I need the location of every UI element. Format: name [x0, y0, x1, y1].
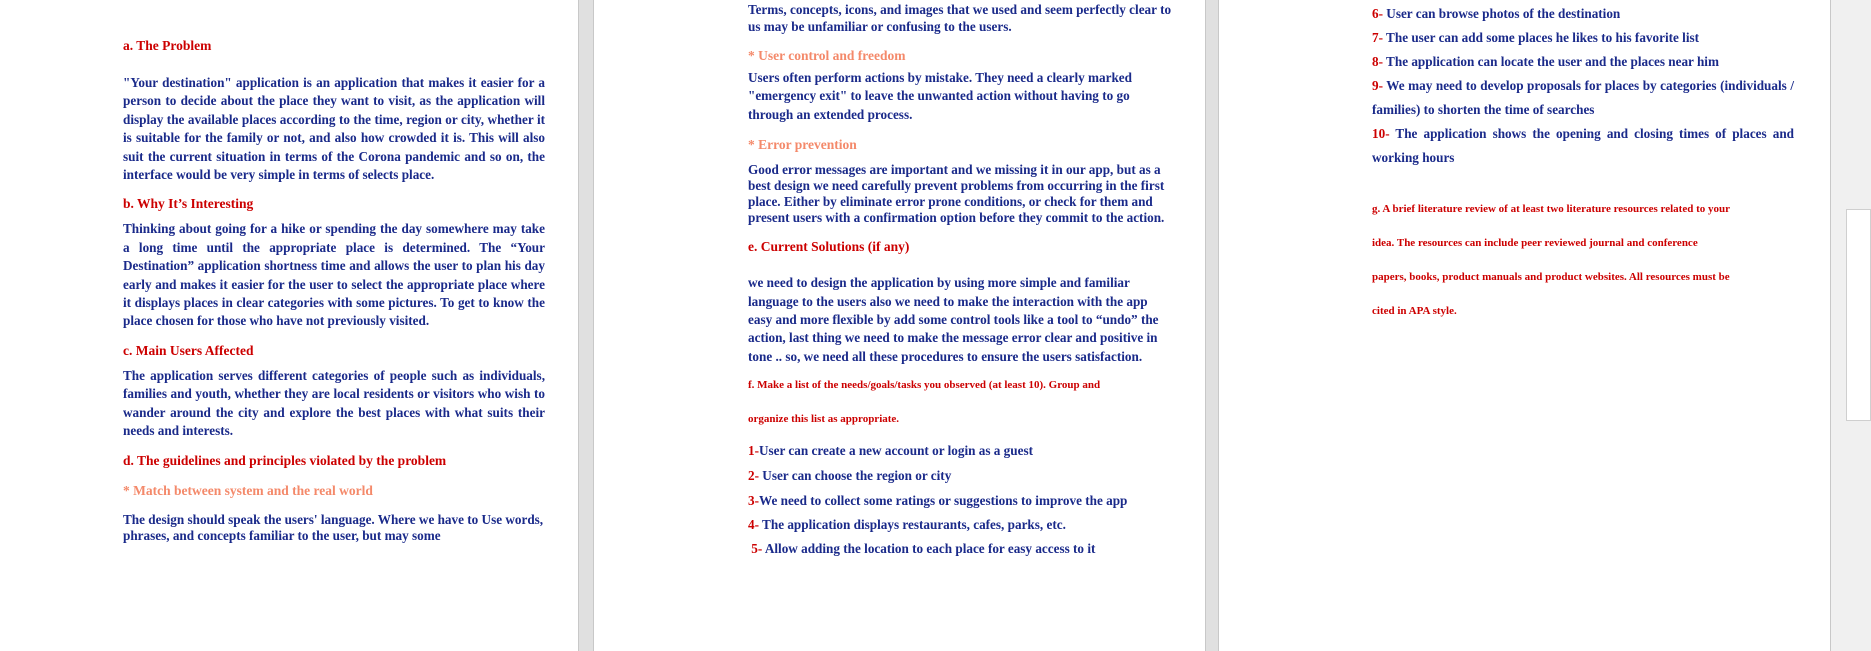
list-item: 10- The application shows the opening and closing times of places and working hours: [1372, 126, 1794, 165]
needs-list-part-1: [748, 442, 1172, 558]
section-a-body: "Your destination" application is an application that makes it easier for a person to decide about the place they want to visit, as the application will display the available places according to the time, region or city, whether it is suitable for the family or not, and also how crowded it is. This will also suit the current situation in terms of the Corona pandemic and so on, the interface would be very simple in terms of selects place.: [123, 75, 545, 183]
page-3-content: [1372, 2, 1794, 328]
list-item: 9- We may need to develop proposals for places by categories (individuals / families) to shorten the time of searches: [1372, 78, 1794, 117]
list-item: 8- The application can locate the user and the places near him: [1372, 54, 1719, 69]
document-page-3: [1219, 0, 1830, 651]
document-page-2: [594, 0, 1205, 651]
principle-match-body: The design should speak the users' language. Where we have to Use words, phrases, and concepts familiar to the user, but may some: [123, 511, 544, 543]
section-g-heading-line-4: cited in APA style.: [1372, 305, 1457, 317]
principle-control-heading: * User control and freedom: [748, 48, 906, 63]
section-f-heading-line-2: organize this list as appropriate.: [748, 413, 900, 426]
scrollbar-thumb[interactable]: [1846, 209, 1871, 421]
principle-error-heading: * Error prevention: [748, 137, 857, 153]
needs-list-part-2: [1372, 2, 1794, 170]
principle-error-body: Good error messages are important and we missing it in our app, but as a best design we need carefully prevent problems from occurring in the first place. Either by eliminate error prone conditions, or check for them and present users with a confirmation option before they commit to the action.: [748, 162, 1165, 226]
list-item: 5- Allow adding the location to each place for easy access to it: [748, 541, 1096, 557]
document-page-1: [0, 0, 578, 651]
section-g-heading-line-2: idea. The resources can include peer reviewed journal and conference: [1372, 237, 1698, 249]
section-c-heading: c. Main Users Affected: [123, 342, 254, 358]
page-gap: [578, 0, 594, 651]
list-item: 3-We need to collect some ratings or suggestions to improve the app: [748, 493, 1128, 509]
section-b-body: Thinking about going for a hike or spending the day somewhere may take a long time until the appropriate place is determined. The “Your Destination” application shortness time and allows the user to plan his day early and makes it easier for the user to select the appropriate place where it displays places in clear categories with some pictures. To get to know the place chosen for those who have not previously visited.: [123, 221, 545, 329]
list-item: 4- The application displays restaurants, cafes, parks, etc.: [748, 517, 1066, 533]
page-gap: [1205, 0, 1219, 651]
section-a-heading: a. The Problem: [123, 38, 212, 53]
section-e-heading: e. Current Solutions (if any): [748, 239, 910, 255]
section-g-heading-line-1: g. A brief literature review of at least two literature resources related to your: [1372, 203, 1731, 215]
list-item: 2- User can choose the region or city: [748, 468, 952, 484]
principle-match-heading: * Match between system and the real world: [123, 482, 373, 498]
list-item: 6- User can browse photos of the destination: [1372, 6, 1621, 21]
list-item: 7- The user can add some places he likes to his favorite list: [1372, 30, 1700, 45]
section-g-heading-line-3: papers, books, product manuals and product websites. All resources must be: [1372, 271, 1730, 283]
section-c-body: The application serves different categories of people such as individuals, families and youth, whether they are local residents or visitors who wish to wander around the city and explore the best places with what suits their needs and interests.: [123, 367, 545, 439]
principle-control-body: Users often perform actions by mistake. They need a clearly marked "emergency exit" to leave the unwanted action without having to go through an extended process.: [748, 70, 1132, 122]
principle-match-body-continued: Terms, concepts, icons, and images that we used and seem perfectly clear to us may be unfamiliar or confusing to the users.: [748, 2, 1172, 34]
section-e-body: we need to design the application by using more simple and familiar language to the users also we need to make the interaction with the app easy and more flexible by add some control tools like a tool to “undo” the action, last thing we need to make the message error clear and positive in tone .. so, we need all these procedures to ensure the users satisfaction.: [748, 275, 1159, 364]
list-item: 1-User can create a new account or login as a guest: [748, 443, 1033, 459]
page-2-content: [748, 2, 1172, 558]
page-1-content: [123, 37, 545, 544]
section-b-heading: b. Why It’s Interesting: [123, 196, 254, 212]
section-d-heading: d. The guidelines and principles violated by the problem: [123, 452, 447, 468]
section-f-heading-line-1: f. Make a list of the needs/goals/tasks you observed (at least 10). Group and: [748, 379, 1101, 392]
section-g-heading: [1372, 192, 1794, 328]
